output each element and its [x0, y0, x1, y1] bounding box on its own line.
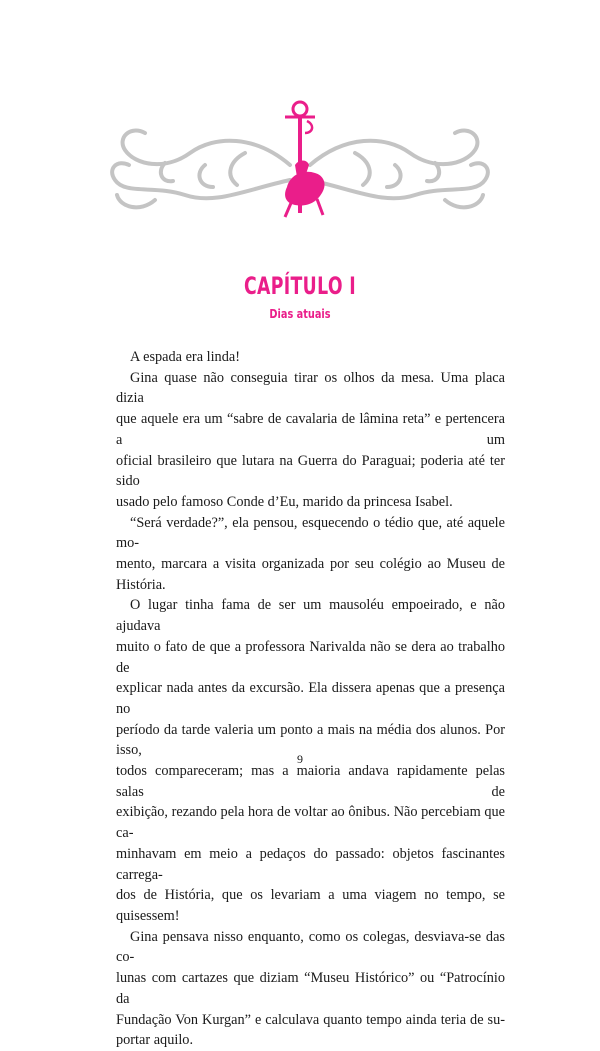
text-line: “Será verdade?”, ela pensou, esquecendo o tédio que, até aquele mo-: [116, 514, 505, 552]
text-line: todos compareceram; mas a maioria andava rapidamente pelas salas de: [116, 763, 505, 800]
paragraph: [116, 347, 505, 368]
text-line: mento, marcara a visita organizada por seu colégio ao Museu de História.: [116, 556, 505, 593]
text-line: A espada era linda!: [130, 349, 240, 365]
text-line: O lugar tinha fama de ser um mausoléu empoeirado, e não ajudava: [116, 597, 505, 635]
chapter-title: CAPÍTULO I: [243, 272, 357, 300]
text-line: Gina pensava nisso enquanto, como os colegas, desviava-se das co-: [116, 928, 505, 966]
text-line: usado pelo famoso Conde d’Eu, marido da princesa Isabel.: [116, 493, 453, 510]
text-line: explicar nada antes da excursão. Ela dissera apenas que a presença no: [116, 680, 505, 717]
text-line: Fundação Von Kurgan” e calculava quanto tempo ainda teria de su-: [116, 1011, 505, 1028]
text-line: oficial brasileiro que lutara na Guerra do Paraguai; poderia até ter sido: [116, 452, 505, 490]
paragraph: [116, 368, 505, 513]
text-line: muito o fato de que a professora Narivalda não se dera ao trabalho de: [116, 638, 505, 676]
text-line: dos de História, que os levariam a uma viagem no tempo, se quisessem!: [116, 887, 505, 924]
text-line: exibição, rezando pela hora de voltar ao ônibus. Não percebiam que ca-: [116, 804, 505, 842]
text-line: que aquele era um “sabre de cavalaria de lâmina reta” e pertencera a um: [116, 411, 505, 448]
text-line: período da tarde valeria um ponto a mais na média dos alunos. Por isso,: [116, 721, 505, 759]
paragraph: [116, 513, 505, 596]
chapter-body: [116, 347, 505, 1051]
page-number: 9: [297, 752, 303, 766]
chapter-ornament: [95, 95, 505, 245]
text-line: lunas com cartazes que diziam “Museu Histórico” ou “Patrocínio da: [116, 970, 505, 1007]
text-line: portar aquilo.: [116, 1032, 194, 1049]
chapter-subtitle: Dias atuais: [269, 306, 331, 321]
paragraph: [116, 927, 505, 1051]
text-line: Gina quase não conseguia tirar os olhos da mesa. Uma placa dizia: [116, 369, 505, 407]
text-line: minhavam em meio a pedaços do passado: objetos fascinantes carrega-: [116, 845, 505, 883]
